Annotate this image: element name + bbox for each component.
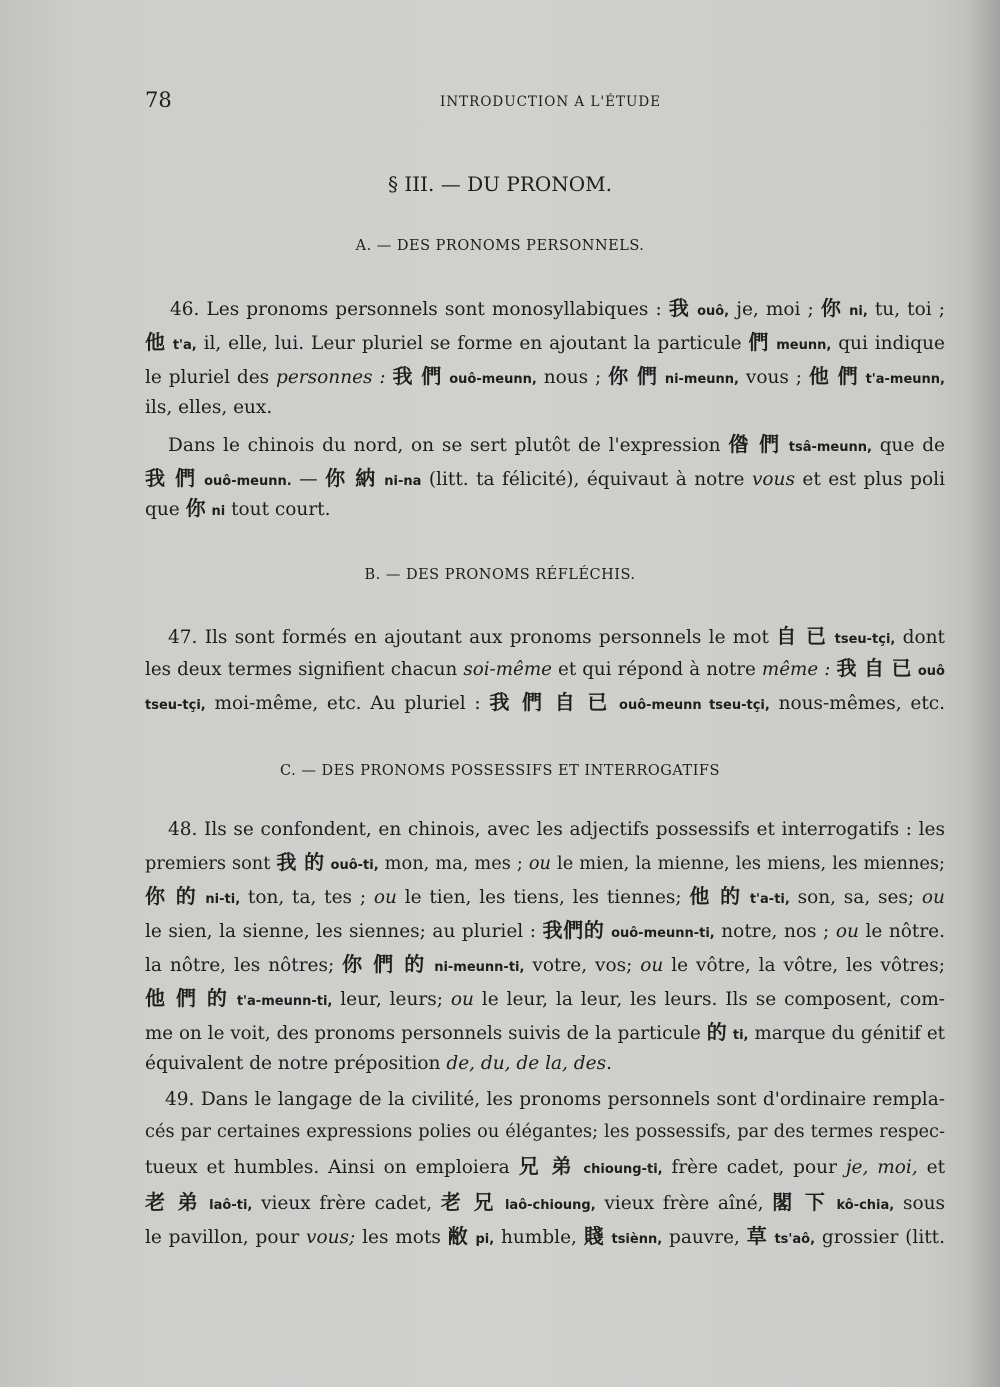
p47-line-2: les deux termes signifient chacun soi-même et qui répond à notre même : 我 自 已 ouô	[145, 656, 945, 680]
p46-line-4: ils, elles, eux.	[145, 397, 273, 418]
running-head: INTRODUCTION A L'ÉTUDE	[440, 94, 662, 110]
subheading-b: B. — DES PRONOMS RÉFLÉCHIS.	[364, 567, 636, 583]
p46-line-1: 46. Les pronoms personnels sont monosyllabiques : 我 ouô, je, moi ; 你 ni, tu, toi ;	[170, 296, 945, 320]
p47-line-1: 47. Ils sont formés en ajoutant aux pronoms personnels le mot 自 已 tseu-tçi, dont	[168, 624, 945, 648]
p48-line-8: équivalent de notre préposition de, du, de la, des.	[145, 1053, 612, 1074]
subheading-a: A. — DES PRONOMS PERSONNELS.	[355, 238, 645, 254]
p46-line-5: Dans le chinois du nord, on se sert plutôt de l'expression 偺 們 tsâ-meunn, que de	[168, 432, 945, 456]
p48-line-2: premiers sont 我 的 ouô-ti, mon, ma, mes ; ou le mien, la mienne, les miens, les miennes;	[145, 850, 945, 874]
p47-line-3: tseu-tçi, moi-même, etc. Au pluriel : 我 們 自 已 ouô-meunn tseu-tçi, nous-mêmes, etc.	[145, 690, 945, 714]
p48-line-4: le sien, la sienne, les siennes; au pluriel : 我們的 ouô-meunn-ti, notre, nos ; ou le nôtre.	[145, 918, 945, 942]
p46-line-7: que 你 ni tout court.	[145, 496, 331, 520]
p48-line-1: 48. Ils se confondent, en chinois, avec les adjectifs possessifs et interrogatifs : les	[168, 819, 945, 840]
p48-line-3: 你 的 ni-ti, ton, ta, tes ; ou le tien, les tiens, les tiennes; 他 的 t'a-ti, son, sa, ses; ou	[145, 884, 945, 908]
p48-line-6: 他 們 的 t'a-meunn-ti, leur, leurs; ou le leur, la leur, les leurs. Ils se composent, com-	[145, 986, 946, 1010]
subheading-c: C. — DES PRONOMS POSSESSIFS ET INTERROGATIFS	[280, 763, 720, 779]
p49-line-1: 49. Dans le langage de la civilité, les pronoms personnels sont d'ordinaire rempla-	[165, 1089, 945, 1110]
p49-line-4: 老 弟 laô-ti, vieux frère cadet, 老 兄 laô-chioung, vieux frère aîné, 閣 下 kô-chia, sous	[145, 1190, 945, 1214]
section-title: § III. — DU PRONOM.	[387, 172, 613, 196]
p48-line-7: me on le voit, des pronoms personnels suivis de la particule 的 ti, marque du génitif et	[145, 1020, 946, 1044]
p49-line-3: tueux et humbles. Ainsi on emploiera 兄 弟 chioung-ti, frère cadet, pour je, moi, et	[145, 1154, 946, 1178]
p49-line-2: cés par certaines expressions polies ou élégantes; les possessifs, par des termes respec-	[145, 1122, 945, 1142]
p46-line-2: 他 t'a, il, elle, lui. Leur pluriel se forme en ajoutant la particule 們 meunn, qui indique	[145, 330, 945, 354]
page-number: 78	[145, 88, 172, 112]
p46-line-6: 我 們 ouô-meunn. — 你 納 ni-na (litt. ta félicité), équivaut à notre vous et est plus poli	[145, 466, 945, 490]
p46-line-3: le pluriel des personnes : 我 們 ouô-meunn, nous ; 你 們 ni-meunn, vous ; 他 們 t'a-meunn,	[145, 364, 945, 388]
p48-line-5: la nôtre, les nôtres; 你 們 的 ni-meunn-ti, votre, vos; ou le vôtre, la vôtre, les vôtres;	[145, 952, 945, 976]
p49-line-5: le pavillon, pour vous; les mots 敝 pi, humble, 賤 tsiènn, pauvre, 草 ts'aô, grossier (litt.	[145, 1224, 945, 1248]
